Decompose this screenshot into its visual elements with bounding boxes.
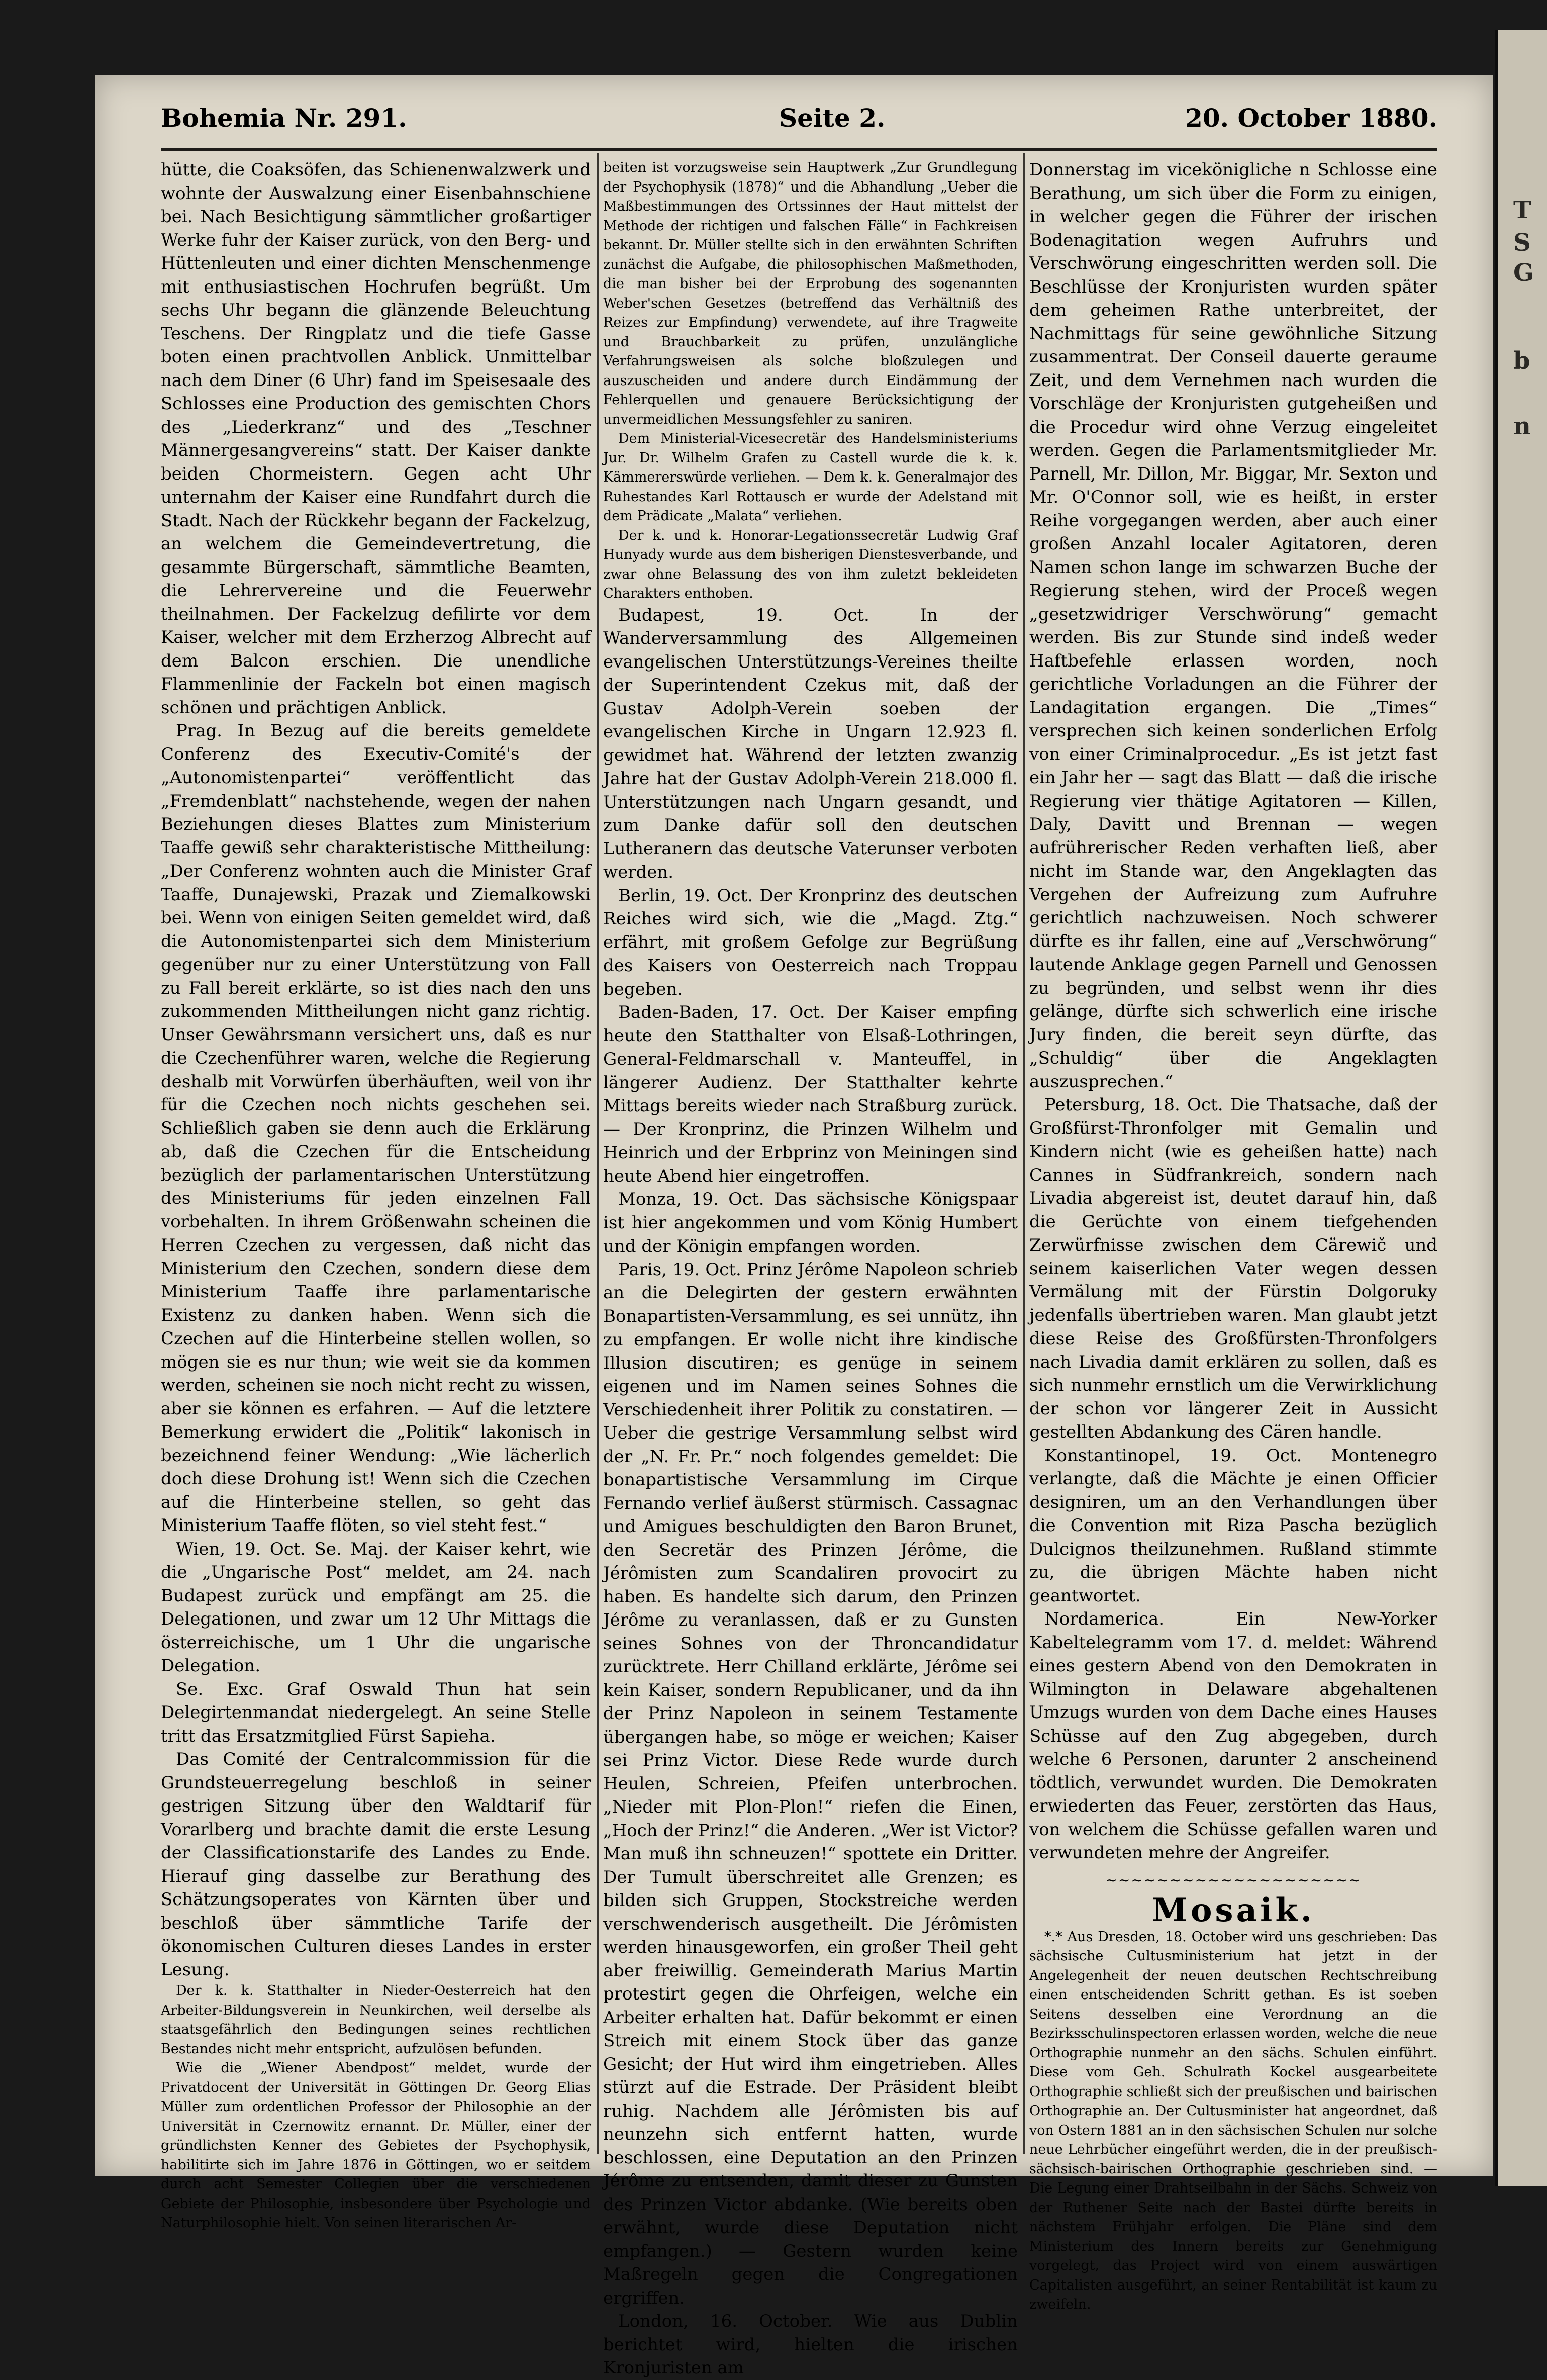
margin-letter: S — [1513, 229, 1531, 257]
article-paragraph: Budapest, 19. Oct. In der Wanderversammlung des Allgemeinen evangelischen Unterstützungs-Vereines theilte der Superintendent Czekus mit, daß der Gustav Adolph-Verein soeben der evangelischen Kirche in Ungarn 12.923 fl. gewidmet hat. Während der letzten zwanzig Jahre hat der Gustav Adolph-Verein 218.000 fl. Unterstützungen nach Ungarn gesandt, und zum Danke dafür soll den deutschen Lutheranern das deutsche Vaterunser verboten werden. — [603, 605, 1018, 882]
column-3 — [1029, 158, 1437, 2312]
article-paragraph: Prag. In Bezug auf die bereits gemeldete Conferenz des Executiv-Comité's der „Autonomistenpartei“ veröffentlicht das „Fremdenblatt“ nachstehende, wegen der nahen Beziehungen dieses Blattes zum Ministerium Taaffe gewiß sehr charakteristische Mittheilung: „Der Conferenz wohnten auch die Minister Graf Taaffe, Dunajewski, Prazak und Ziemalkowski bei. Wenn von einigen Seiten gemeldet wird, daß die Autonomistenpartei sich dem Ministerium gegenüber nur zu einer Unterstützung von Fall zu Fall bereit erklärte, so ist dies nach den uns zukommenden Mittheilungen nicht ganz richtig. Unser Gewährsmann versichert uns, daß es nur die Czechenführer waren, welche die Regierung deshalb mit Vorwürfen überhäuften, weil von ihr für die Czechen noch nichts geschehen sei. Schließlich gaben sie denn auch die Erklärung ab, daß die Czechen für die Entscheidung bezüglich der parlamentarischen Unterstützung des Ministeriums für jeden einzelnen Fall vorbehalten. In ihrem Größenwahn scheinen die Herren Czechen zu vergessen, daß nicht das Ministerium den Czechen, sondern diese dem Ministerium Taaffe ihre parlamentarische Existenz zu danken haben. Wenn sich die Czechen auf die Hinterbeine stellen wollen, so mögen sie es nur thun; wie weit sie da kommen werden, scheinen sie noch nicht recht zu wissen, aber sie können es erfahren. — Auf die letztere Bemerkung erwidert die „Politik“ lakonisch in bezeichnend feiner Wendung: „Wie lächerlich doch diese Drohung ist! Wenn sich die Czechen auf die Hinterbeine stellen, so geht das Ministerium Taaffe flöten, so viel steht fest.“ — [161, 721, 591, 1536]
mosaik-paragraph: *.* Aus Dresden, 18. October wird uns geschrieben: Das sächsische Cultusministerium hat jetzt in der Angelegenheit der neuen deutschen Rechtschreibung einen entscheidenden Schritt gethan. Es ist soeben Seitens desselben eine Verordnung an die Bezirksschulinspectoren erlassen worden, welche die neue Orthographie nunmehr an den sächs. Schulen einführt. Diese vom Geh. Schulrath Kockel ausgearbeitete Orthographie schließt sich der preußischen und bairischen Orthographie an. Der Cultusminister hat angeordnet, daß von Ostern 1881 an in den sächsischen Schulen nur solche neue Lehrbücher eingeführt werden, die in der preußisch-sächsisch-bairischen Orthographie geschrieben sind. — Die Legung einer Drahtseilbahn in der Sächs. Schweiz von der Ruthener Seite nach der Bastei dürfte bereits in nächstem Frühjahr erfolgen. Die Pläne sind dem Ministerium des Innern bereits zur Genehmigung vorgelegt, das Project wird von einem auswärtigen Capitalisten ausgeführt, an seiner Rentabilität ist kaum zu zweifeln. — [1029, 1929, 1437, 2312]
article-paragraph: Se. Exc. Graf Oswald Thun hat sein Delegirtenmandat niedergelegt. An seine Stelle tritt das Ersatzmitglied Fürst Sapieha. — [161, 1679, 591, 1746]
notice-paragraph: Der k. und k. Honorar-Legationssecretär Ludwig Graf Hunyady wurde aus dem bisherigen Dienstesverbande, und zwar ohne Belassung des von ihm zuletzt bekleideten Charakters enthoben. — [603, 527, 1018, 601]
header-rule — [161, 148, 1437, 151]
column-divider — [597, 153, 599, 2154]
article-paragraph: hütte, die Coaksöfen, das Schienenwalzwerk und wohnte der Auswalzung einer Eisenbahnschiene bei. Nach Besichtigung sämmtlicher großartiger Werke fuhr der Kaiser zurück, von den Berg- und Hüttenleuten und einer dichten Menschenmenge mit enthusiastischen Hochrufen begrüßt. Um sechs Uhr begann die glänzende Beleuchtung Teschens. Der Ringplatz und die tiefe Gasse boten einen prachtvollen Anblick. Unmittelbar nach dem Diner (6 Uhr) fand im Speisesaale des Schlosses eine Production des gemischten Chors des „Liederkranz“ und des „Teschner Männergesangvereins“ statt. Der Kaiser dankte beiden Chormeistern. Gegen acht Uhr unternahm der Kaiser eine Rundfahrt durch die Stadt. Nach der Rückkehr begann der Fackelzug, an welchem die Gemeindevertretung, die gesammte Bürgerschaft, sämmtliche Beamten, die Lehrervereine und die Feuerwehr theilnahmen. Der Fackelzug defilirte vor dem Kaiser, welcher mit dem Erzherzog Albrecht auf dem Balcon erschien. Die unendliche Flammenlinie der Fackeln bot einen magisch schönen und prächtigen Anblick. — [161, 160, 591, 718]
masthead-issue: Bohemia Nr. 291. — [161, 103, 407, 133]
notice-paragraph: Wie die „Wiener Abendpost“ meldet, wurde der Privatdocent der Universität in Göttingen Dr. Georg Elias Müller zum ordentlichen Professor der Philosophie an der Universität in Czernowitz ernannt. Dr. Müller, einer der gründlichsten Kenner des Gebietes der Psychophysik, habilitirte sich im Jahre 1876 in Göttingen, wo er seitdem durch acht Semester Collegien über die verschiedenen Gebiete der Philosophie, insbesondere über Psychologie und Naturphilosophie hielt. Von seinen literarischen Ar- — [161, 2060, 591, 2231]
article-paragraph: Petersburg, 18. Oct. Die Thatsache, daß der Großfürst-Thronfolger mit Gemalin und Kindern nicht (wie es geheißen hatte) nach Cannes in Südfrankreich, sondern nach Livadia abgereist ist, deutet darauf hin, daß die Gerüchte von einem tiefgehenden Zerwürfnisse zwischen dem Cärewič und seinem kaiserlichen Vater wegen dessen Vermälung mit der Fürstin Dolgoruky jedenfalls übertrieben waren. Man glaubt jetzt diese Reise des Großfürsten-Thronfolgers nach Livadia damit erklären zu sollen, daß es sich nunmehr ernstlich um die Verwirklichung der schon vor längerer Zeit in Aussicht gestellten Abdankung des Cären handle. — [1029, 1095, 1437, 1442]
page-header — [161, 103, 1437, 148]
article-paragraph: Konstantinopel, 19. Oct. Montenegro verlangte, daß die Mächte je einen Officier designiren, um an den Verhandlungen über die Convention mit Riza Pascha bezüglich Dulcignos theilzunehmen. Rußland stimmte zu, die übrigen Mächte haben nicht geantwortet. — [1029, 1445, 1437, 1606]
notice-paragraph: beiten ist vorzugsweise sein Hauptwerk „Zur Grundlegung der Psychophysik (1878)“ und die Abhandlung „Ueber die Maßbestimmungen des Ortssinnes der Haut mittelst der Methode der richtigen und falschen Fälle“ in Fachkreisen bekannt. Dr. Müller stellte sich in den erwähnten Schriften zunächst die Aufgabe, die philosophischen Maßmethoden, die man bisher bei der Erprobung des sogenannten Weber'schen Gesetzes (betreffend das Verhältniß des Reizes zur Empfindung) verwendete, auf ihre Tragweite und Brauchbarkeit zu prüfen, unzulängliche Verfahrungsweisen als solche bloßzulegen und auszuscheiden und andere durch Eindämmung der Fehlerquellen und genauere Berücksichtigung der unvermeidlichen Messungsfehler zu saniren. — [603, 160, 1018, 427]
column-1 — [161, 158, 591, 2231]
column-2 — [603, 158, 1018, 2378]
article-paragraph: Das Comité der Centralcommission für die Grundsteuerregelung beschloß in seiner gestrigen Sitzung über den Waldtarif für Vorarlberg und brachte damit die erste Lesung der Classificationstarife des Landes zu Ende. Hierauf ging dasselbe zur Berathung des Schätzungsoperates von Kärnten über und beschloß über sämmtliche Tarife der ökonomischen Culturen dieses Landes in erster Lesung. — [161, 1749, 591, 1980]
article-paragraph: Monza, 19. Oct. Das sächsische Königspaar ist hier angekommen und vom König Humbert und der Königin empfangen worden. — [603, 1189, 1018, 1256]
section-title-mosaik: Mosaik. — [1152, 1891, 1315, 1929]
notice-paragraph: Der k. k. Statthalter in Nieder-Oesterreich hat den Arbeiter-Bildungsverein in Neunkirchen, weil derselbe als staatsgefährlich den Bedingungen seines rechtlichen Bestandes nicht mehr entspricht, aufzulösen befunden. — [161, 1983, 591, 2057]
adjacent-page-edge — [1495, 30, 1547, 2186]
page-number: Seite 2. — [779, 103, 886, 133]
article-paragraph: Berlin, 19. Oct. Der Kronprinz des deutschen Reiches wird sich, wie die „Magd. Ztg.“ erfährt, mit großem Gefolge zur Begrüßung des Kaisers von Oesterreich nach Troppau begeben. — [603, 885, 1018, 999]
issue-date: 20. October 1880. — [1185, 103, 1437, 133]
article-paragraph: Nordamerica. Ein New-Yorker Kabeltelegramm vom 17. d. meldet: Während eines gestern Abend von den Demokraten in Wilmington in Delaware abgehaltenen Umzugs wurden von dem Dache eines Hauses Schüsse auf den Zug abgegeben, durch welche 6 Personen, darunter 2 anscheinend tödtlich, verwundet wurden. Die Demokraten erwiederten das Feuer, zerstörten das Haus, von welchem die Schüsse gefallen waren und verwundeten mehre der Angreifer. — [1029, 1609, 1437, 1863]
article-paragraph: Donnerstag im vicekönigliche n Schlosse eine Berathung, um sich über die Form zu einigen, in welcher gegen die Führer der irischen Bodenagitation wegen Aufruhrs und Verschwörung eingeschritten werden soll. Die Beschlüsse der Kronjuristen wurden später dem geheimen Rathe unterbreitet, der Nachmittags für seine gewöhnliche Sitzung zusammentrat. Der Conseil dauerte geraume Zeit, und dem Vernehmen nach wurden die Vorschläge der Kronjuristen gutgeheißen und die Procedur wird ohne Verzug eingeleitet werden. Gegen die Parlamentsmitglieder Mr. Parnell, Mr. Dillon, Mr. Biggar, Mr. Sexton und Mr. O'Connor soll, wie es heißt, in erster Reihe vorgegangen werden, aber auch einer großen Anzahl localer Agitatoren, deren Namen schon lange im schwarzen Buche der Regierung stehen, wird der Proceß wegen „gesetzwidriger Verschwörung“ gemacht werden. Bis zur Stunde sind indeß weder Haftbefehle erlassen worden, noch gerichtliche Vorladungen an die Führer der Landagitation ergangen. Die „Times“ versprechen sich keinen sonderlichen Erfolg von einer Criminalprocedur. „Es ist jetzt fast ein Jahr her — sagt das Blatt — daß die irische Regierung vier thätige Agitatoren — Killen, Daly, Davitt und Brennan — wegen aufrührerischer Reden verhaften ließ, aber nicht im Stande war, den Angeklagten das Vergehen der Aufreizung zum Aufruhre gerichtlich nachzuweisen. Noch schwerer dürfte es ihr fallen, eine auf „Verschwörung“ lautende Anklage gegen Parnell und Genossen zu begründen, und selbst wenn ihr dies gelänge, dürfte sich schwerlich eine irische Jury finden, die bereit seyn dürfte, das „Schuldig“ über die Angeklagten auszusprechen.“ — [1029, 160, 1437, 1092]
notice-paragraph: Dem Ministerial-Vicesecretär des Handelsministeriums Jur. Dr. Wilhelm Grafen zu Castell wurde die k. k. Kämmererswürde verliehen. — Dem k. k. Generalmajor des Ruhestandes Karl Rottausch er wurde der Adelstand mit dem Prädicate „Malata“ verliehen. — [603, 431, 1018, 524]
article-paragraph: Paris, 19. Oct. Prinz Jérôme Napoleon schrieb an die Delegirten der gestern erwähnten Bonapartisten-Versammlung, es sei unnütz, ihn zu empfangen. Er wolle nicht ihre kindische Illusion discutiren; es genüge in seinem eigenen und im Namen seines Sohnes die Verschiedenheit ihrer Politik zu constatiren. — Ueber die gestrige Versammlung selbst wird der „N. Fr. Pr.“ noch folgendes gemeldet: Die bonapartistische Versammlung im Cirque Fernando verlief äußerst stürmisch. Cassagnac und Amigues beschuldigten den Baron Brunet, den Secretär des Prinzen Jérôme, die Jérômisten zum Scandaliren provocirt zu haben. Es handelte sich darum, den Prinzen Jérôme zu veranlassen, daß er zu Gunsten seines Sohnes von der Throncandidatur zurücktrete. Herr Chilland erklärte, Jérôme sei kein Kaiser, sondern Republicaner, und da ihn der Prinz Napoleon in seinem Testamente übergangen habe, so möge er weichen; Kaiser sei Prinz Victor. Diese Rede wurde durch Heulen, Schreien, Pfeifen unterbrochen. „Nieder mit Plon-Plon!“ riefen die Einen, „Hoch der Prinz!“ die Anderen. „Wer ist Victor? Man muß ihn schneuzen!“ spottete ein Dritter. Der Tumult überschreitet alle Grenzen; es bilden sich Gruppen, Stockstreiche werden verschwenderisch ausgetheilt. Die Jérômisten werden hinausgeworfen, ein großer Theil geht aber freiwillig. Gemeinderath Marius Martin protestirt gegen die Ohrfeigen, welche ein Arbeiter erhalten hat. Dafür bekommt er einen Streich mit einem Stock über das ganze Gesicht; der Hut wird ihm eingetrieben. Alles stürzt auf die Estrade. Der Präsident bleibt ruhig. Nachdem alle Jérômisten bis auf neunzehn sich entfernt hatten, wurde beschlossen, eine Deputation an den Prinzen Jérôme zu entsenden, damit dieser zu Gunsten des Prinzen Victor abdanke. (Wie bereits oben erwähnt, wurde diese Deputation nicht empfangen.) — Gestern wurden keine Maßregeln gegen die Congregationen ergriffen. — [603, 1259, 1018, 2308]
column-divider — [1023, 153, 1025, 2154]
margin-letter: T — [1513, 196, 1531, 224]
section-ornament: ~~~~~~~~~~~~~~~~~~~~ — [1105, 1871, 1362, 1888]
margin-letter: G — [1513, 259, 1534, 287]
margin-letter: b — [1513, 347, 1530, 375]
article-paragraph: Baden-Baden, 17. Oct. Der Kaiser empfing heute den Statthalter von Elsaß-Lothringen, General-Feldmarschall v. Manteuffel, in längerer Audienz. Der Statthalter kehrte Mittags bereits wieder nach Straßburg zurück. — Der Kronprinz, die Prinzen Wilhelm und Heinrich und der Erbprinz von Meiningen sind heute Abend hier eingetroffen. — [603, 1002, 1018, 1186]
article-paragraph: Wien, 19. Oct. Se. Maj. der Kaiser kehrt, wie die „Ungarische Post“ meldet, am 24. nach Budapest zurück und empfängt am 25. die Delegationen, und zwar um 12 Uhr Mittags die österreichische, um 1 Uhr die ungarische Delegation. — [161, 1539, 591, 1676]
margin-letter: n — [1513, 412, 1531, 440]
article-paragraph: London, 16. October. Wie aus Dublin berichtet wird, hielten die irischen Kronjuristen am — [603, 2311, 1018, 2378]
